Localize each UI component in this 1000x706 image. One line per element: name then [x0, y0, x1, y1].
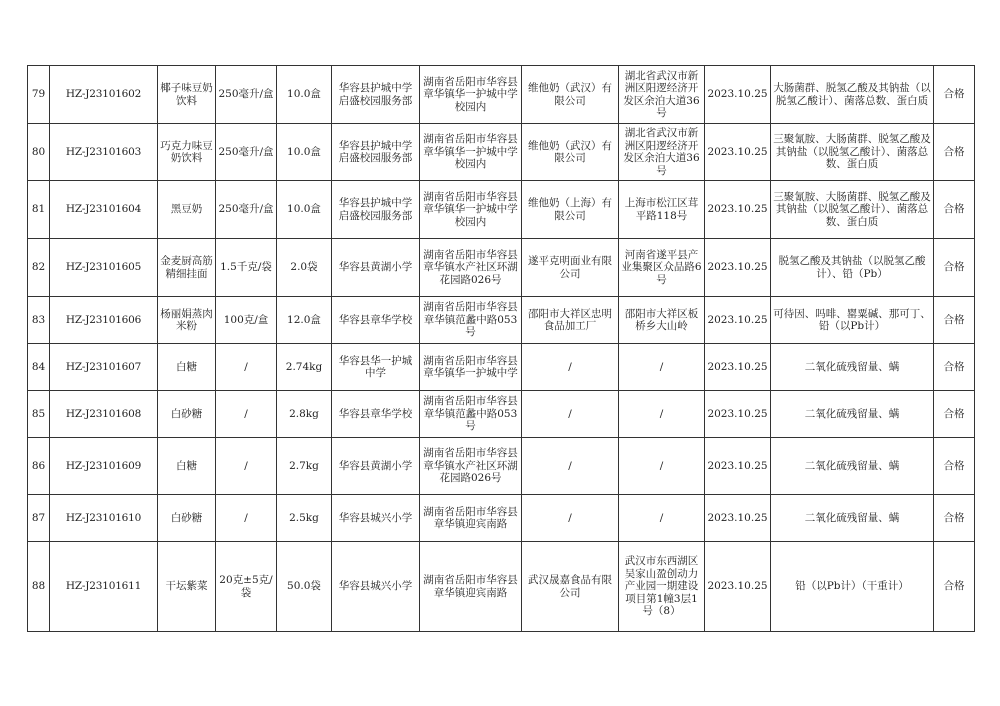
test-items: 铅（以Pb计）（干重计） — [771, 542, 934, 632]
sample-code: HZ-J23101610 — [50, 495, 158, 542]
test-items: 二氧化硫残留量、螨 — [771, 391, 934, 438]
sampled-unit: 华容县护城中学启盛校园服务部 — [332, 66, 420, 124]
test-items: 二氧化硫残留量、螨 — [771, 344, 934, 391]
sample-code: HZ-J23101609 — [50, 438, 158, 495]
producer-name: / — [522, 344, 619, 391]
product-name: 白砂糖 — [158, 391, 216, 438]
producer-address: 武汉市东西湖区吴家山盈创动力产业园一期建设项目第1幢3层1号（8） — [619, 542, 705, 632]
table-row — [28, 297, 975, 344]
test-result: 合格 — [934, 495, 975, 542]
product-spec: / — [216, 391, 277, 438]
sample-code: HZ-J23101602 — [50, 66, 158, 124]
product-spec: 1.5千克/袋 — [216, 239, 277, 297]
sampled-unit: 华容县城兴小学 — [332, 542, 420, 632]
sampled-unit: 华容县护城中学启盛校园服务部 — [332, 181, 420, 239]
sampled-address: 湖南省岳阳市华容县章华镇范蠡中路053号 — [420, 391, 522, 438]
table-row — [28, 391, 975, 438]
test-result: 合格 — [934, 239, 975, 297]
sampling-date: 2023.10.25 — [705, 391, 771, 438]
sampled-address: 湖南省岳阳市华容县章华镇水产社区环湖花园路026号 — [420, 239, 522, 297]
producer-address: 湖北省武汉市新洲区阳逻经济开发区余泊大道36号 — [619, 124, 705, 181]
row-number: 79 — [28, 66, 50, 124]
sampled-address: 湖南省岳阳市华容县章华镇华一护城中学校园内 — [420, 124, 522, 181]
sampled-address: 湖南省岳阳市华容县章华镇迎宾南路 — [420, 495, 522, 542]
table-row — [28, 239, 975, 297]
sampling-date: 2023.10.25 — [705, 181, 771, 239]
sampling-results-table — [27, 65, 975, 632]
sampled-unit: 华容县护城中学启盛校园服务部 — [332, 124, 420, 181]
row-number: 82 — [28, 239, 50, 297]
sampled-unit: 华容县黄湖小学 — [332, 438, 420, 495]
sampled-address: 湖南省岳阳市华容县章华镇华一护城中学校园内 — [420, 181, 522, 239]
test-result: 合格 — [934, 438, 975, 495]
product-name: 椰子味豆奶饮料 — [158, 66, 216, 124]
sample-quantity: 2.8kg — [277, 391, 332, 438]
sample-code: HZ-J23101604 — [50, 181, 158, 239]
table-body — [28, 66, 975, 632]
product-name: 杨丽娟蒸肉米粉 — [158, 297, 216, 344]
row-number: 81 — [28, 181, 50, 239]
producer-address: 湖北省武汉市新洲区阳逻经济开发区余泊大道36号 — [619, 66, 705, 124]
sampling-date: 2023.10.25 — [705, 239, 771, 297]
product-name: 白糖 — [158, 344, 216, 391]
producer-address: 邵阳市大祥区板桥乡大山岭 — [619, 297, 705, 344]
sampling-date: 2023.10.25 — [705, 344, 771, 391]
sampled-address: 湖南省岳阳市华容县章华镇水产社区环湖花园路026号 — [420, 438, 522, 495]
sample-code: HZ-J23101603 — [50, 124, 158, 181]
sample-quantity: 2.5kg — [277, 495, 332, 542]
sampled-unit: 华容县华一护城中学 — [332, 344, 420, 391]
table-row — [28, 124, 975, 181]
sampled-address: 湖南省岳阳市华容县章华镇迎宾南路 — [420, 542, 522, 632]
product-name: 白砂糖 — [158, 495, 216, 542]
test-items: 可待因、吗啡、罂粟碱、那可丁、铅（以Pb计） — [771, 297, 934, 344]
product-spec: 250毫升/盒 — [216, 66, 277, 124]
producer-address: / — [619, 438, 705, 495]
product-name: 金麦厨高筋精细挂面 — [158, 239, 216, 297]
sampled-address: 湖南省岳阳市华容县章华镇范蠡中路053号 — [420, 297, 522, 344]
sample-quantity: 2.0袋 — [277, 239, 332, 297]
sampled-address: 湖南省岳阳市华容县章华镇华一护城中学 — [420, 344, 522, 391]
row-number: 86 — [28, 438, 50, 495]
sampled-unit: 华容县城兴小学 — [332, 495, 420, 542]
sample-quantity: 12.0盒 — [277, 297, 332, 344]
test-result: 合格 — [934, 124, 975, 181]
product-spec: 250毫升/盒 — [216, 124, 277, 181]
product-spec: 250毫升/盒 — [216, 181, 277, 239]
sampling-date: 2023.10.25 — [705, 495, 771, 542]
table-row — [28, 542, 975, 632]
test-items: 大肠菌群、脱氢乙酸及其钠盐（以脱氢乙酸计）、菌落总数、蛋白质 — [771, 66, 934, 124]
sampled-unit: 华容县章华学校 — [332, 297, 420, 344]
test-result: 合格 — [934, 542, 975, 632]
producer-name: 遂平克明面业有限公司 — [522, 239, 619, 297]
producer-name: 维他奶（武汉）有限公司 — [522, 66, 619, 124]
sampling-date: 2023.10.25 — [705, 66, 771, 124]
producer-address: 河南省遂平县产业集聚区众品路6号 — [619, 239, 705, 297]
test-items: 三聚氰胺、大肠菌群、脱氢乙酸及其钠盐（以脱氢乙酸计）、菌落总数、蛋白质 — [771, 124, 934, 181]
row-number: 88 — [28, 542, 50, 632]
test-result: 合格 — [934, 391, 975, 438]
product-spec: / — [216, 438, 277, 495]
producer-name: 武汉晟嘉食品有限公司 — [522, 542, 619, 632]
product-spec: 20克±5克/袋 — [216, 542, 277, 632]
test-result: 合格 — [934, 181, 975, 239]
product-name: 白糖 — [158, 438, 216, 495]
test-items: 二氧化硫残留量、螨 — [771, 495, 934, 542]
test-result: 合格 — [934, 66, 975, 124]
product-spec: / — [216, 344, 277, 391]
test-items: 二氧化硫残留量、螨 — [771, 438, 934, 495]
table-row — [28, 181, 975, 239]
producer-name: 维他奶（上海）有限公司 — [522, 181, 619, 239]
test-items: 脱氢乙酸及其钠盐（以脱氢乙酸计）、铅（Pb） — [771, 239, 934, 297]
table-row — [28, 495, 975, 542]
product-spec: / — [216, 495, 277, 542]
sample-quantity: 2.7kg — [277, 438, 332, 495]
sampling-date: 2023.10.25 — [705, 124, 771, 181]
test-items: 三聚氰胺、大肠菌群、脱氢乙酸及其钠盐（以脱氢乙酸计）、菌落总数、蛋白质 — [771, 181, 934, 239]
row-number: 87 — [28, 495, 50, 542]
row-number: 84 — [28, 344, 50, 391]
sampling-date: 2023.10.25 — [705, 542, 771, 632]
sample-code: HZ-J23101608 — [50, 391, 158, 438]
producer-name: 维他奶（武汉）有限公司 — [522, 124, 619, 181]
row-number: 83 — [28, 297, 50, 344]
product-name: 干坛紫菜 — [158, 542, 216, 632]
sample-quantity: 10.0盒 — [277, 124, 332, 181]
table-row — [28, 438, 975, 495]
test-result: 合格 — [934, 297, 975, 344]
producer-address: / — [619, 495, 705, 542]
row-number: 80 — [28, 124, 50, 181]
sample-quantity: 10.0盒 — [277, 181, 332, 239]
producer-name: / — [522, 391, 619, 438]
sample-quantity: 50.0袋 — [277, 542, 332, 632]
product-spec: 100克/盒 — [216, 297, 277, 344]
sample-code: HZ-J23101611 — [50, 542, 158, 632]
producer-name: 邵阳市大祥区忠明食品加工厂 — [522, 297, 619, 344]
sample-code: HZ-J23101607 — [50, 344, 158, 391]
table-row — [28, 344, 975, 391]
sampling-date: 2023.10.25 — [705, 297, 771, 344]
producer-name: / — [522, 438, 619, 495]
product-name: 巧克力味豆奶饮料 — [158, 124, 216, 181]
product-name: 黑豆奶 — [158, 181, 216, 239]
producer-address: / — [619, 391, 705, 438]
sample-code: HZ-J23101605 — [50, 239, 158, 297]
producer-address: / — [619, 344, 705, 391]
sample-quantity: 2.74kg — [277, 344, 332, 391]
sampled-unit: 华容县章华学校 — [332, 391, 420, 438]
sample-code: HZ-J23101606 — [50, 297, 158, 344]
test-result: 合格 — [934, 344, 975, 391]
sample-quantity: 10.0盒 — [277, 66, 332, 124]
producer-name: / — [522, 495, 619, 542]
producer-address: 上海市松江区茸平路118号 — [619, 181, 705, 239]
row-number: 85 — [28, 391, 50, 438]
sampling-date: 2023.10.25 — [705, 438, 771, 495]
sampled-address: 湖南省岳阳市华容县章华镇华一护城中学校园内 — [420, 66, 522, 124]
table-row — [28, 66, 975, 124]
sampled-unit: 华容县黄湖小学 — [332, 239, 420, 297]
